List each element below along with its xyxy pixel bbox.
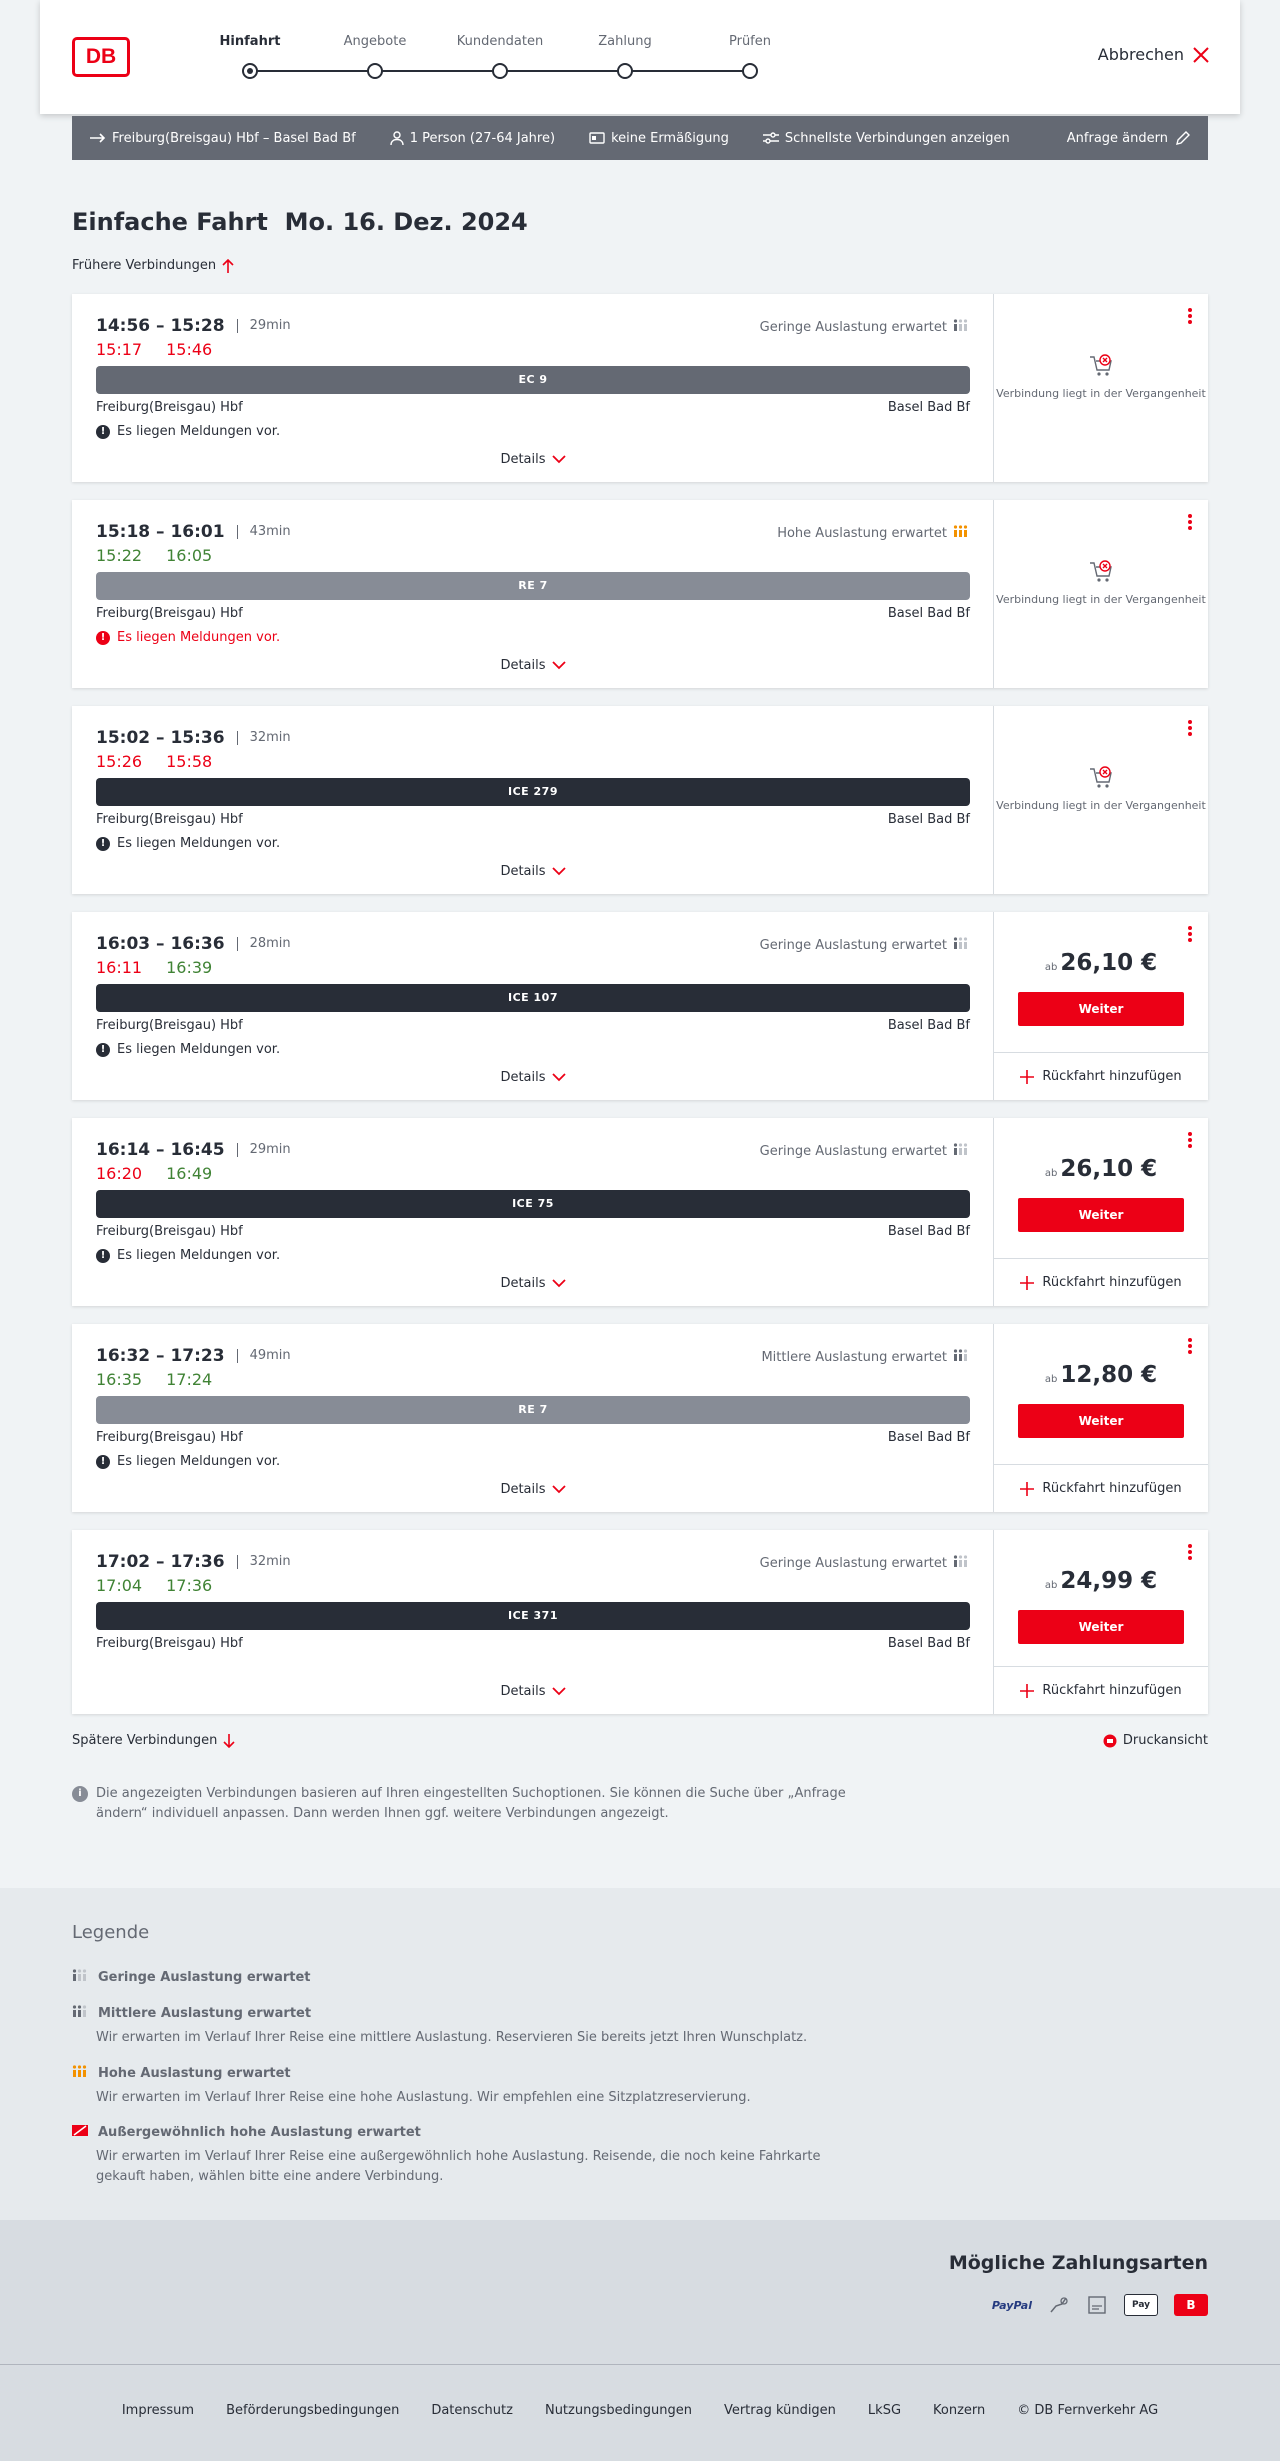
occupancy-indicator bbox=[761, 1348, 969, 1366]
details-label: Details bbox=[500, 1276, 546, 1291]
chevron-down-icon bbox=[552, 661, 566, 670]
details-toggle[interactable] bbox=[72, 452, 994, 467]
plus-icon bbox=[1020, 1482, 1034, 1496]
stations bbox=[96, 812, 970, 827]
chevron-down-icon bbox=[552, 1687, 566, 1696]
arrival-station: Basel Bad Bf bbox=[887, 1224, 970, 1239]
legend-text: Wir erwarten im Verlauf Ihrer Reise eine außergewöhnlich hohe Auslastung. Reisende, die noch keine Fahrkarte gekauft haben, wählen bitte eine andere Verbindung. bbox=[96, 2149, 821, 2184]
connection-card bbox=[72, 1530, 1208, 1714]
occupancy-indicator bbox=[760, 318, 969, 336]
realtime-times bbox=[96, 546, 212, 565]
occupancy-text: Geringe Auslastung erwartet bbox=[759, 319, 947, 335]
past-connection-note bbox=[994, 352, 1208, 401]
train-bar[interactable]: ICE 371 bbox=[96, 1602, 970, 1630]
offer-panel bbox=[994, 1530, 1208, 1714]
footer-link[interactable]: Vertrag kündigen bbox=[723, 2403, 836, 2418]
alert-icon: ! bbox=[96, 1249, 110, 1263]
realtime-arrival: 17:24 bbox=[166, 1370, 213, 1389]
occupancy-medium-icon bbox=[72, 2004, 88, 2022]
stations bbox=[96, 400, 970, 415]
realtime-times bbox=[96, 752, 212, 771]
schedule-times bbox=[96, 522, 291, 542]
paypal-icon: PayPal bbox=[991, 2298, 1032, 2312]
realtime-arrival: 15:46 bbox=[166, 340, 213, 359]
connection-card bbox=[72, 500, 1208, 688]
chevron-down-icon bbox=[552, 1073, 566, 1082]
arrival-station: Basel Bad Bf bbox=[887, 1430, 970, 1445]
price bbox=[994, 1362, 1208, 1388]
realtime-times bbox=[96, 1370, 212, 1389]
past-connection-note bbox=[994, 558, 1208, 607]
continue-button[interactable]: Weiter bbox=[1018, 1610, 1184, 1644]
connection-info bbox=[72, 500, 994, 688]
departure-station: Freiburg(Breisgau) Hbf bbox=[96, 1224, 243, 1239]
close-icon bbox=[1192, 46, 1210, 64]
legend-item-high bbox=[72, 2064, 872, 2108]
add-return-trip-label: Rückfahrt hinzufügen bbox=[1042, 1683, 1182, 1698]
legend-label: Außergewöhnlich hohe Auslastung erwartet bbox=[98, 2124, 421, 2140]
price-value: 12,80 € bbox=[1060, 1362, 1158, 1388]
details-label: Details bbox=[500, 1070, 546, 1085]
legend-item-medium bbox=[72, 2004, 872, 2048]
details-toggle[interactable] bbox=[72, 1684, 994, 1699]
past-connection-text: Verbindung liegt in der Vergangenheit bbox=[996, 799, 1206, 812]
schedule-times bbox=[96, 728, 291, 748]
past-connection-text: Verbindung liegt in der Vergangenheit bbox=[996, 593, 1206, 606]
step-label-hinfahrt: Hinfahrt bbox=[219, 34, 281, 49]
occupancy-text: Hohe Auslastung erwartet bbox=[777, 525, 947, 541]
step-dot-angebote bbox=[367, 63, 383, 79]
occupancy-indicator bbox=[760, 936, 969, 954]
cart-unavailable-icon bbox=[1088, 558, 1114, 584]
notice-text: Es liegen Meldungen vor. bbox=[117, 630, 281, 645]
chevron-down-icon bbox=[552, 1279, 566, 1288]
duration: 32min bbox=[237, 1555, 291, 1569]
realtime-arrival: 16:49 bbox=[166, 1164, 213, 1183]
footer-link[interactable]: Nutzungsbedingungen bbox=[544, 2403, 692, 2418]
stations bbox=[96, 1018, 970, 1033]
page-title bbox=[72, 208, 528, 236]
schedule-times bbox=[96, 1346, 291, 1366]
discount-summary bbox=[589, 131, 729, 146]
details-toggle[interactable] bbox=[72, 1070, 994, 1085]
details-toggle[interactable] bbox=[72, 864, 994, 879]
plus-icon bbox=[1020, 1276, 1034, 1290]
duration: 29min bbox=[237, 319, 291, 333]
price-prefix: ab bbox=[1044, 1374, 1058, 1385]
price-value: 24,99 € bbox=[1060, 1568, 1158, 1594]
continue-button[interactable]: Weiter bbox=[1018, 992, 1184, 1026]
realtime-arrival: 17:36 bbox=[166, 1576, 213, 1595]
offer-panel bbox=[994, 500, 1208, 688]
arrival-station: Basel Bad Bf bbox=[887, 1018, 970, 1033]
realtime-arrival: 16:05 bbox=[166, 546, 213, 565]
occupancy-text: Geringe Auslastung erwartet bbox=[759, 1555, 947, 1571]
departure-station: Freiburg(Breisgau) Hbf bbox=[96, 400, 243, 415]
connection-card bbox=[72, 706, 1208, 894]
sepa-direct-debit-icon bbox=[1086, 2294, 1108, 2316]
realtime-departure: 17:04 bbox=[96, 1576, 143, 1595]
earlier-connections-label: Frühere Verbindungen bbox=[72, 258, 217, 273]
planned-times: 14:56 – 15:28 bbox=[96, 316, 225, 336]
planned-times: 16:32 – 17:23 bbox=[96, 1346, 225, 1366]
route-text: Freiburg(Breisgau) Hbf – Basel Bad Bf bbox=[112, 130, 356, 146]
schedule-times bbox=[96, 1140, 291, 1160]
legend-text: Wir erwarten im Verlauf Ihrer Reise eine hohe Auslastung. Wir empfehlen eine Sitzplatzreservierung. bbox=[96, 2090, 751, 2105]
notice-message bbox=[96, 1042, 280, 1057]
alert-icon: ! bbox=[96, 425, 110, 439]
occupancy-high-icon bbox=[72, 2064, 88, 2082]
price-prefix: ab bbox=[1044, 1580, 1058, 1591]
route-summary bbox=[90, 131, 356, 146]
later-connections-label: Spätere Verbindungen bbox=[72, 1733, 218, 1748]
legend-label: Geringe Auslastung erwartet bbox=[98, 1969, 311, 1985]
offer-panel bbox=[994, 706, 1208, 894]
alert-icon: ! bbox=[96, 837, 110, 851]
arrival-station: Basel Bad Bf bbox=[887, 606, 970, 621]
more-options-icon[interactable] bbox=[1188, 308, 1192, 326]
chevron-down-icon bbox=[552, 1485, 566, 1494]
later-connections-link[interactable] bbox=[72, 1733, 235, 1748]
details-toggle[interactable] bbox=[72, 658, 994, 673]
plus-icon bbox=[1020, 1070, 1034, 1084]
duration: 43min bbox=[237, 525, 291, 539]
realtime-departure: 16:20 bbox=[96, 1164, 143, 1183]
fastest-text: Schnellste Verbindungen anzeigen bbox=[784, 130, 1010, 146]
add-return-trip-button[interactable] bbox=[994, 1666, 1208, 1714]
footer-link[interactable]: Datenschutz bbox=[431, 2403, 513, 2418]
discount-text: keine Ermäßigung bbox=[611, 130, 729, 146]
occupancy-text: Mittlere Auslastung erwartet bbox=[761, 1349, 947, 1365]
details-toggle[interactable] bbox=[72, 1482, 994, 1497]
realtime-arrival: 15:58 bbox=[166, 752, 213, 771]
progress-steps bbox=[210, 34, 790, 84]
train-bar[interactable]: EC 9 bbox=[96, 366, 970, 394]
pencil-icon bbox=[1176, 131, 1190, 145]
details-label: Details bbox=[500, 1482, 546, 1497]
continue-button[interactable]: Weiter bbox=[1018, 1404, 1184, 1438]
footer-link[interactable]: Beförderungsbedingungen bbox=[226, 2403, 400, 2418]
info-icon: i bbox=[72, 1786, 88, 1802]
occupancy-text: Geringe Auslastung erwartet bbox=[759, 937, 947, 953]
schedule-times bbox=[96, 934, 291, 954]
duration: 29min bbox=[237, 1143, 291, 1157]
details-toggle[interactable] bbox=[72, 1276, 994, 1291]
notice-message bbox=[96, 424, 280, 439]
payment-methods bbox=[0, 2220, 1280, 2364]
connection-info bbox=[72, 294, 994, 482]
occupancy-low-icon bbox=[953, 1142, 969, 1160]
realtime-times bbox=[96, 1576, 212, 1595]
notice-text: Es liegen Meldungen vor. bbox=[117, 836, 281, 851]
train-bar[interactable]: RE 7 bbox=[96, 572, 970, 600]
connection-card bbox=[72, 1118, 1208, 1306]
add-return-trip-button[interactable] bbox=[994, 1052, 1208, 1100]
plus-icon bbox=[1020, 1684, 1034, 1698]
arrival-station: Basel Bad Bf bbox=[887, 812, 970, 827]
train-bar[interactable]: RE 7 bbox=[96, 1396, 970, 1424]
fastest-summary bbox=[763, 131, 1010, 146]
legend-label: Hohe Auslastung erwartet bbox=[98, 2065, 291, 2081]
step-dot-zahlung bbox=[617, 63, 633, 79]
price bbox=[994, 1156, 1208, 1182]
arrow-up-icon bbox=[222, 259, 234, 273]
connection-card bbox=[72, 912, 1208, 1100]
add-return-trip-button[interactable] bbox=[994, 1258, 1208, 1306]
occupancy-high-icon bbox=[953, 524, 969, 542]
footer-link[interactable]: © DB Fernverkehr AG bbox=[1017, 2403, 1159, 2418]
price bbox=[994, 950, 1208, 976]
card-icon bbox=[589, 132, 605, 144]
step-label-kundendaten: Kundendaten bbox=[456, 34, 544, 49]
alert-icon: ! bbox=[96, 1455, 110, 1469]
more-options-icon[interactable] bbox=[1188, 926, 1192, 944]
realtime-departure: 16:11 bbox=[96, 958, 143, 977]
realtime-times bbox=[96, 1164, 212, 1183]
connection-info bbox=[72, 912, 994, 1100]
offer-panel bbox=[994, 1324, 1208, 1512]
offer-panel bbox=[994, 294, 1208, 482]
legend-title: Legende bbox=[72, 1922, 150, 1943]
realtime-departure: 15:22 bbox=[96, 546, 143, 565]
stations bbox=[96, 606, 970, 621]
print-view-label: Druckansicht bbox=[1122, 1733, 1208, 1748]
edit-search-label: Anfrage ändern bbox=[1066, 130, 1168, 146]
train-bar[interactable]: ICE 279 bbox=[96, 778, 970, 806]
step-dot-pruefen bbox=[742, 63, 758, 79]
realtime-departure: 15:26 bbox=[96, 752, 143, 771]
invoice-hand-icon bbox=[1048, 2294, 1070, 2316]
connection-info bbox=[72, 1118, 994, 1306]
price bbox=[994, 1568, 1208, 1594]
planned-times: 16:03 – 16:36 bbox=[96, 934, 225, 954]
earlier-connections-link[interactable] bbox=[72, 258, 234, 273]
cart-unavailable-icon bbox=[1088, 352, 1114, 378]
train-bar[interactable]: ICE 75 bbox=[96, 1190, 970, 1218]
details-label: Details bbox=[500, 1684, 546, 1699]
occupancy-indicator bbox=[760, 1554, 969, 1572]
step-dot-hinfahrt bbox=[242, 63, 258, 79]
more-options-icon[interactable] bbox=[1188, 514, 1192, 532]
footer-link[interactable]: LkSG bbox=[867, 2403, 902, 2418]
planned-times: 15:18 – 16:01 bbox=[96, 522, 225, 542]
notice-text: Es liegen Meldungen vor. bbox=[117, 1042, 281, 1057]
arrival-station: Basel Bad Bf bbox=[887, 400, 970, 415]
duration: 28min bbox=[237, 937, 291, 951]
db-card-icon: B bbox=[1174, 2294, 1208, 2316]
occupancy-low-icon bbox=[953, 1554, 969, 1572]
notice-message bbox=[96, 836, 280, 851]
stations bbox=[96, 1430, 970, 1445]
departure-station: Freiburg(Breisgau) Hbf bbox=[96, 1430, 243, 1445]
departure-station: Freiburg(Breisgau) Hbf bbox=[96, 1018, 243, 1033]
occupancy-extreme-icon bbox=[72, 2123, 88, 2141]
schedule-times bbox=[96, 1552, 291, 1572]
legend-item-extreme bbox=[72, 2123, 872, 2187]
occupancy-low-icon bbox=[953, 936, 969, 954]
alert-icon: ! bbox=[96, 631, 110, 645]
add-return-trip-label: Rückfahrt hinzufügen bbox=[1042, 1069, 1182, 1084]
schedule-times bbox=[96, 316, 291, 336]
footer-link[interactable]: Impressum bbox=[121, 2403, 195, 2418]
departure-station: Freiburg(Breisgau) Hbf bbox=[96, 606, 243, 621]
apple-pay-icon: Pay bbox=[1124, 2294, 1158, 2316]
realtime-departure: 15:17 bbox=[96, 340, 143, 359]
edit-search-button[interactable] bbox=[1067, 131, 1190, 146]
search-summary-bar bbox=[72, 116, 1208, 160]
realtime-departure: 16:35 bbox=[96, 1370, 143, 1389]
chevron-down-icon bbox=[552, 455, 566, 464]
add-return-trip-label: Rückfahrt hinzufügen bbox=[1042, 1275, 1182, 1290]
notice-text: Es liegen Meldungen vor. bbox=[117, 1454, 281, 1469]
notice-text: Es liegen Meldungen vor. bbox=[117, 424, 281, 439]
offer-panel bbox=[994, 1118, 1208, 1306]
planned-times: 16:14 – 16:45 bbox=[96, 1140, 225, 1160]
connection-card bbox=[72, 294, 1208, 482]
legend-label: Mittlere Auslastung erwartet bbox=[98, 2005, 312, 2021]
step-label-zahlung: Zahlung bbox=[598, 34, 652, 49]
notice-message bbox=[96, 630, 280, 645]
passenger-summary bbox=[390, 131, 555, 146]
person-icon bbox=[390, 131, 404, 145]
offer-panel bbox=[994, 912, 1208, 1100]
details-label: Details bbox=[500, 864, 546, 879]
cart-unavailable-icon bbox=[1088, 764, 1114, 790]
trip-date: Mo. 16. Dez. 2024 bbox=[284, 208, 528, 236]
cancel-label: Abbrechen bbox=[1097, 45, 1184, 64]
print-view-link[interactable] bbox=[1103, 1733, 1208, 1748]
details-label: Details bbox=[500, 452, 546, 467]
realtime-arrival: 16:39 bbox=[166, 958, 213, 977]
notice-message bbox=[96, 1454, 280, 1469]
payment-title: Mögliche Zahlungsarten bbox=[948, 2252, 1208, 2274]
connection-info bbox=[72, 1530, 994, 1714]
continue-button[interactable]: Weiter bbox=[1018, 1198, 1184, 1232]
more-options-icon[interactable] bbox=[1188, 1544, 1192, 1562]
occupancy-indicator bbox=[760, 1142, 969, 1160]
passenger-text: 1 Person (27-64 Jahre) bbox=[409, 130, 556, 146]
stations bbox=[96, 1636, 970, 1651]
occupancy-text: Geringe Auslastung erwartet bbox=[759, 1143, 947, 1159]
arrow-down-icon bbox=[223, 1734, 235, 1748]
departure-station: Freiburg(Breisgau) Hbf bbox=[96, 1636, 243, 1651]
past-connection-note bbox=[994, 764, 1208, 813]
arrival-station: Basel Bad Bf bbox=[887, 1636, 970, 1651]
occupancy-indicator bbox=[777, 524, 969, 542]
chevron-down-icon bbox=[552, 867, 566, 876]
planned-times: 17:02 – 17:36 bbox=[96, 1552, 225, 1572]
occupancy-medium-icon bbox=[953, 1348, 969, 1366]
legend-item-low bbox=[72, 1968, 872, 1986]
more-options-icon[interactable] bbox=[1188, 1338, 1192, 1356]
realtime-times bbox=[96, 958, 212, 977]
step-label-pruefen: Prüfen bbox=[728, 34, 772, 49]
search-info-text: Die angezeigten Verbindungen basieren auf Ihren eingestellten Suchoptionen. Sie können die Suche über „Anfrage ändern“ individuell anpassen. Dann werden Ihnen ggf. weitere Verbindungen angezeigt. bbox=[96, 1786, 846, 1821]
details-label: Details bbox=[500, 658, 546, 673]
connection-info bbox=[72, 1324, 994, 1512]
price-prefix: ab bbox=[1044, 962, 1058, 973]
add-return-trip-button[interactable] bbox=[994, 1464, 1208, 1512]
past-connection-text: Verbindung liegt in der Vergangenheit bbox=[996, 387, 1206, 400]
realtime-times bbox=[96, 340, 212, 359]
booking-header bbox=[40, 0, 1240, 114]
duration: 49min bbox=[237, 1349, 291, 1363]
occupancy-low-icon bbox=[953, 318, 969, 336]
footer-link[interactable]: Konzern bbox=[933, 2403, 986, 2418]
departure-station: Freiburg(Breisgau) Hbf bbox=[96, 812, 243, 827]
notice-message bbox=[96, 1248, 280, 1263]
price-value: 26,10 € bbox=[1060, 1156, 1158, 1182]
step-dot-kundendaten bbox=[492, 63, 508, 79]
connection-card bbox=[72, 1324, 1208, 1512]
arrow-right-icon bbox=[90, 133, 106, 143]
occupancy-legend bbox=[0, 1888, 1280, 2220]
add-return-trip-label: Rückfahrt hinzufügen bbox=[1042, 1481, 1182, 1496]
stations bbox=[96, 1224, 970, 1239]
notice-text: Es liegen Meldungen vor. bbox=[117, 1248, 281, 1263]
filter-icon bbox=[763, 132, 779, 144]
alert-icon: ! bbox=[96, 1043, 110, 1057]
cancel-button[interactable] bbox=[1098, 45, 1210, 64]
train-bar[interactable]: ICE 107 bbox=[96, 984, 970, 1012]
planned-times: 15:02 – 15:36 bbox=[96, 728, 225, 748]
price-value: 26,10 € bbox=[1060, 950, 1158, 976]
occupancy-low-icon bbox=[72, 1968, 88, 1986]
print-icon bbox=[1103, 1734, 1117, 1748]
price-prefix: ab bbox=[1044, 1168, 1058, 1179]
footer bbox=[0, 2364, 1280, 2461]
trip-type: Einfache Fahrt bbox=[72, 208, 268, 236]
legend-text: Wir erwarten im Verlauf Ihrer Reise eine mittlere Auslastung. Reservieren Sie bereits jetzt Ihren Wunschplatz. bbox=[96, 2030, 808, 2045]
duration: 32min bbox=[237, 731, 291, 745]
db-logo[interactable]: DB bbox=[72, 37, 130, 77]
search-info-note bbox=[72, 1784, 852, 1824]
step-label-angebote: Angebote bbox=[343, 34, 407, 49]
more-options-icon[interactable] bbox=[1188, 1132, 1192, 1150]
more-options-icon[interactable] bbox=[1188, 720, 1192, 738]
connection-info bbox=[72, 706, 994, 894]
